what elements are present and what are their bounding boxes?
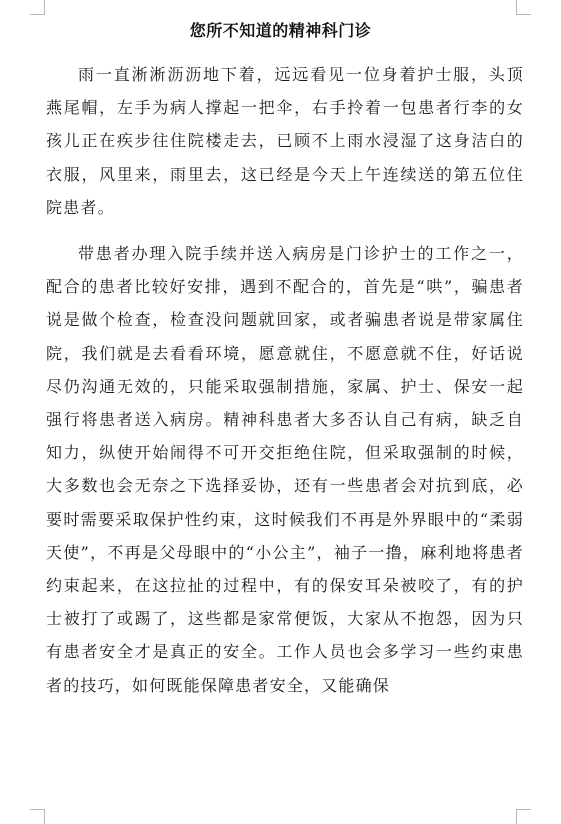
document-title: 您所不知道的精神科门诊 (189, 21, 372, 40)
page-corner-mark-bottom-right (516, 809, 531, 824)
page-corner-mark-top-left (30, 0, 45, 15)
page-corner-mark-top-right (516, 0, 531, 15)
document-body (46, 58, 524, 702)
paragraph-1: 雨一直淅淅沥沥地下着，远远看见一位身着护士服，头顶燕尾帽，左手为病人撑起一把伞，右手拎着一包患者行李的女孩儿正在疾步往住院楼走去，已顾不上雨水浸湿了这身洁白的衣服，风里来，雨里去，这已经是今天上午连续送的第五位住院患者。 (46, 65, 524, 217)
paragraph-2: 带患者办理入院手续并送入病房是门诊护士的工作之一，配合的患者比较好安排，遇到不配合的，首先是“哄”，骗患者说是做个检查，检查没问题就回家，或者骗患者说是带家属住院，我们就是去看看环境，愿意就住，不愿意就不住，好话说尽仍沟通无效的，只能采取强制措施，家属、护士、保安一起强行将患者送入病房。精神科患者大多否认自己有病，缺乏自知力，纵使开始闹得不可开交拒绝住院，但采取强制的时候，大多数也会无奈之下选择妥协，还有一些患者会对抗到底，必要时需要采取保护性约束，这时候我们不再是外界眼中的“柔弱天使”，不再是父母眼中的“小公主”，袖子一撸，麻利地将患者约束起来，在这拉扯的过程中，有的保安耳朵被咬了，有的护士被打了或踢了，这些都是家常便饭，大家从不抱怨，因为只有患者安全才是真正的安全。工作人员也会多学习一些约束患者的技巧，如何既能保障患者安全，又能确保 (46, 244, 524, 695)
page-corner-mark-bottom-left (30, 809, 45, 824)
